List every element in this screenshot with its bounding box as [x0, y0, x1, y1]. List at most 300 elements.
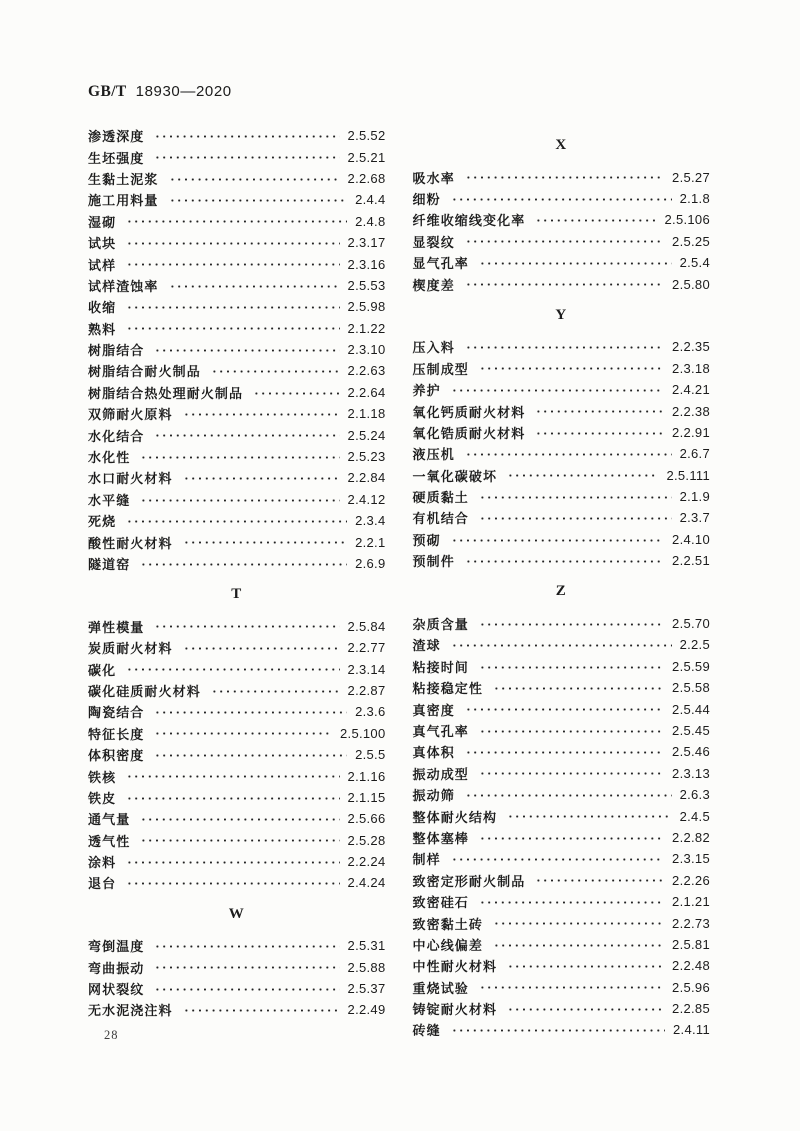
- index-entry: [413, 486, 711, 507]
- dot-leader: [182, 999, 340, 1020]
- dot-leader: [464, 741, 664, 762]
- dot-leader: [464, 231, 664, 252]
- index-ref: 2.2.84: [347, 470, 386, 486]
- standard-prefix: GB/T: [88, 83, 127, 100]
- index-ref: 2.2.49: [347, 1002, 386, 1018]
- index-ref: 2.1.21: [672, 894, 710, 910]
- dot-leader: [506, 998, 664, 1019]
- dot-leader: [478, 507, 672, 528]
- index-term: 铁皮: [88, 790, 117, 806]
- index-term: 细粉: [412, 191, 441, 207]
- index-term: 试块: [88, 236, 117, 252]
- index-entry: [413, 336, 711, 357]
- index-ref: 2.5.25: [672, 233, 710, 249]
- index-term: 水平缝: [88, 492, 131, 508]
- index-term: 碳化: [88, 662, 117, 678]
- index-entry: [413, 912, 711, 933]
- dot-leader: [464, 698, 664, 719]
- dot-leader: [153, 956, 339, 977]
- index-entry: [413, 848, 711, 869]
- index-ref: 2.2.5: [679, 637, 710, 653]
- dot-leader: [153, 935, 339, 956]
- dot-leader: [478, 891, 664, 912]
- dot-leader: [125, 787, 339, 808]
- index-term: 透气性: [88, 833, 131, 849]
- index-letter-T: T: [231, 586, 243, 603]
- index-entry: [88, 637, 386, 658]
- index-ref: 2.5.46: [672, 744, 710, 760]
- index-ref: 2.5.37: [347, 981, 386, 997]
- index-entry: [413, 379, 711, 400]
- index-ref: 2.2.48: [672, 958, 710, 974]
- dot-leader: [464, 336, 664, 357]
- index-term: 一氧化碳破坏: [412, 468, 498, 484]
- dot-leader: [464, 273, 664, 294]
- index-entry: [413, 422, 711, 443]
- index-entry: [413, 977, 711, 998]
- index-term: 液压机: [412, 447, 455, 463]
- index-term: 铸锭耐火材料: [412, 1002, 498, 1018]
- dot-leader: [139, 808, 339, 829]
- index-entry: [413, 613, 711, 634]
- index-letter-Z: Z: [555, 583, 567, 600]
- index-term: 水口耐火材料: [88, 471, 173, 487]
- index-entry: [413, 166, 711, 187]
- index-entry: [413, 998, 711, 1019]
- index-term: 湿砌: [88, 214, 117, 230]
- dot-leader: [125, 296, 339, 317]
- dot-leader: [182, 637, 340, 658]
- dot-leader: [125, 872, 339, 893]
- index-ref: 2.5.45: [672, 723, 710, 738]
- index-ref: 2.2.35: [672, 339, 710, 355]
- dot-leader: [478, 486, 672, 507]
- dot-leader: [125, 851, 339, 872]
- index-column-left: [88, 125, 386, 1041]
- index-term: 粘接稳定性: [412, 681, 484, 697]
- dot-leader: [252, 382, 339, 403]
- index-entry: [88, 253, 386, 274]
- index-entry: [88, 531, 386, 552]
- index-term: 振动成型: [412, 766, 469, 782]
- index-ref: 2.5.4: [679, 255, 710, 271]
- index-entry: [413, 741, 711, 762]
- index-entry: [413, 188, 711, 209]
- index-letter-W: W: [228, 905, 245, 922]
- index-term: 渣球: [412, 638, 441, 654]
- dot-leader: [478, 656, 664, 677]
- dot-leader: [464, 550, 664, 571]
- dot-leader: [168, 168, 340, 189]
- index-term: 铁核: [88, 769, 117, 785]
- index-entry: [413, 529, 711, 550]
- index-term: 无水泥浇注料: [88, 1003, 173, 1019]
- dot-leader: [168, 275, 340, 296]
- index-ref: 2.2.26: [672, 872, 710, 888]
- index-term: 预砌: [412, 532, 441, 548]
- index-term: 中性耐火材料: [412, 959, 498, 975]
- index-term: 楔度差: [412, 277, 455, 293]
- index-ref: 2.1.22: [347, 320, 386, 336]
- dot-leader: [153, 616, 339, 637]
- dot-leader: [168, 189, 348, 210]
- index-term: 树脂结合热处理耐火制品: [88, 385, 244, 401]
- dot-leader: [125, 658, 339, 679]
- index-entry: [413, 443, 711, 464]
- dot-leader: [478, 827, 664, 848]
- dot-leader: [450, 379, 664, 400]
- index-ref: 2.4.4: [355, 192, 386, 208]
- dot-leader: [153, 701, 347, 722]
- index-ref: 2.2.85: [672, 1001, 710, 1017]
- dot-leader: [464, 166, 664, 187]
- dot-leader: [534, 422, 664, 443]
- index-ref: 2.5.88: [347, 959, 386, 975]
- index-entry: [88, 446, 386, 467]
- index-ref: 2.4.11: [673, 1022, 710, 1038]
- index-entry: [88, 296, 386, 317]
- index-entry: [88, 701, 386, 722]
- page-number: 28: [104, 1028, 119, 1042]
- index-ref: 2.3.7: [679, 510, 710, 526]
- index-ref: 2.3.18: [672, 360, 710, 376]
- index-letter-X: X: [555, 137, 568, 153]
- index-entry: [88, 956, 386, 977]
- index-entry: [88, 787, 386, 808]
- index-ref: 2.3.17: [347, 235, 386, 251]
- index-entry: [413, 400, 711, 421]
- index-ref: 2.2.77: [347, 640, 386, 656]
- index-term: 致密定形耐火制品: [412, 873, 526, 889]
- dot-leader: [153, 339, 339, 360]
- index-entry: [413, 805, 711, 826]
- index-ref: 2.2.82: [672, 829, 710, 845]
- index-entry: [88, 510, 386, 531]
- dot-leader: [125, 232, 339, 253]
- index-term: 弹性模量: [88, 619, 145, 635]
- dot-leader: [139, 553, 347, 574]
- index-term: 致密黏土砖: [412, 916, 484, 932]
- index-ref: 2.2.73: [672, 915, 710, 931]
- dot-leader: [450, 529, 664, 550]
- index-term: 网状裂纹: [88, 982, 145, 998]
- index-entry: [88, 553, 386, 574]
- index-entry: [413, 507, 711, 528]
- index-ref: 2.4.10: [672, 531, 710, 547]
- index-entry: [413, 465, 711, 486]
- index-entry: [413, 934, 711, 955]
- index-ref: 2.3.14: [347, 661, 386, 677]
- index-entry: [88, 851, 386, 872]
- index-ref: 2.1.8: [679, 190, 710, 206]
- index-entry: [88, 318, 386, 339]
- index-ref: 2.2.51: [672, 553, 710, 569]
- index-ref: 2.5.80: [672, 276, 710, 292]
- index-ref: 2.1.18: [347, 406, 386, 422]
- index-term: 施工用料量: [88, 193, 159, 209]
- index-entry: [88, 146, 386, 167]
- index-entry: [413, 634, 711, 655]
- index-term: 养护: [412, 383, 441, 399]
- index-entry: [413, 209, 711, 230]
- index-ref: 2.5.21: [347, 149, 386, 165]
- dot-leader: [153, 978, 339, 999]
- index-entry: [413, 870, 711, 891]
- index-term: 整体耐火结构: [412, 809, 498, 825]
- index-term: 试样渣蚀率: [88, 278, 159, 294]
- index-ref: 2.5.23: [347, 449, 386, 465]
- dot-leader: [450, 634, 672, 655]
- dot-leader: [153, 125, 339, 146]
- index-term: 真体积: [412, 745, 455, 761]
- dot-leader: [153, 723, 332, 744]
- index-ref: 2.5.111: [666, 467, 710, 483]
- index-ref: 2.5.100: [340, 725, 386, 741]
- index-entry: [413, 763, 711, 784]
- index-entry: [88, 808, 386, 829]
- index-term: 生黏土泥浆: [88, 171, 159, 187]
- dot-leader: [139, 830, 339, 851]
- index-term: 隧道窑: [88, 557, 131, 572]
- index-term: 真密度: [412, 702, 455, 718]
- index-term: 纤维收缩线变化率: [412, 213, 526, 229]
- index-term: 树脂结合: [88, 343, 145, 359]
- index-entry: [88, 999, 386, 1020]
- index-entry: [413, 550, 711, 571]
- index-entry: [413, 273, 711, 294]
- dot-leader: [182, 467, 340, 488]
- dot-leader: [534, 870, 664, 891]
- dot-leader: [182, 531, 347, 552]
- index-ref: 2.5.66: [347, 811, 386, 827]
- index-entry: [413, 677, 711, 698]
- index-ref: 2.5.53: [347, 277, 386, 293]
- dot-leader: [450, 1019, 665, 1040]
- index-entry: [88, 935, 386, 956]
- index-ref: 2.3.16: [347, 256, 386, 272]
- dot-leader: [210, 680, 340, 701]
- index-entry: [88, 168, 386, 189]
- index-ref: 2.5.44: [672, 701, 710, 717]
- index-entry: [413, 358, 711, 379]
- index-term: 砖缝: [412, 1023, 441, 1039]
- index-entry: [88, 339, 386, 360]
- index-entry: [413, 955, 711, 976]
- index-term: 试样: [88, 257, 117, 273]
- index-ref: 2.5.81: [672, 936, 710, 952]
- dot-leader: [478, 763, 664, 784]
- index-entry: [88, 232, 386, 253]
- index-term: 生坯强度: [88, 150, 145, 166]
- index-ref: 2.5.96: [672, 979, 710, 995]
- index-term: 氧化锆质耐火材料: [412, 425, 526, 441]
- index-term: 吸水率: [412, 170, 455, 186]
- index-ref: 2.3.10: [347, 342, 386, 358]
- index-term: 弯倒温度: [88, 939, 145, 955]
- index-entry: [88, 616, 386, 637]
- dot-leader: [478, 358, 664, 379]
- index-ref: 2.4.5: [679, 808, 710, 824]
- index-term: 硬质黏土: [412, 490, 469, 506]
- dot-leader: [478, 252, 672, 273]
- index-term: 水化性: [88, 450, 131, 466]
- index-ref: 2.2.68: [347, 170, 386, 186]
- index-term: 振动筛: [412, 788, 455, 804]
- dot-leader: [478, 720, 664, 741]
- index-ref: 2.5.5: [355, 747, 386, 763]
- index-ref: 2.5.28: [347, 832, 386, 848]
- dot-leader: [492, 934, 664, 955]
- index-ref: 2.6.9: [355, 556, 386, 571]
- index-term: 有机结合: [412, 511, 469, 527]
- index-entry: [88, 211, 386, 232]
- index-entry: [413, 720, 711, 741]
- index-term: 体积密度: [88, 748, 145, 764]
- index-ref: 2.6.7: [679, 446, 710, 462]
- dot-leader: [139, 446, 339, 467]
- dot-leader: [450, 188, 672, 209]
- index-ref: 2.2.87: [347, 682, 386, 698]
- running-header: [88, 84, 710, 100]
- index-ref: 2.3.15: [672, 851, 710, 867]
- index-entry: [413, 784, 711, 805]
- dot-leader: [534, 209, 656, 230]
- index-entry: [413, 231, 711, 252]
- index-ref: 2.2.1: [355, 534, 386, 550]
- index-term: 致密硅石: [412, 895, 469, 911]
- dot-leader: [492, 677, 664, 698]
- index-term: 整体塞棒: [412, 830, 469, 846]
- index-ref: 2.5.84: [347, 618, 386, 634]
- dot-leader: [464, 784, 672, 805]
- dot-leader: [125, 253, 339, 274]
- index-term: 酸性耐火材料: [88, 535, 173, 551]
- index-term: 氧化钙质耐火材料: [412, 404, 526, 420]
- index-term: 通气量: [88, 812, 131, 828]
- index-term: 树脂结合耐火制品: [88, 364, 201, 380]
- index-term: 显气孔率: [412, 256, 469, 272]
- index-letter-Y: Y: [555, 306, 568, 323]
- index-entry: [88, 830, 386, 851]
- index-term: 显裂纹: [412, 234, 455, 250]
- dot-leader: [125, 318, 339, 339]
- index-ref: 2.5.24: [347, 427, 386, 443]
- dot-leader: [139, 489, 339, 510]
- dot-leader: [492, 912, 664, 933]
- dot-leader: [125, 765, 339, 786]
- index-ref: 2.4.21: [672, 382, 710, 398]
- dot-leader: [478, 977, 664, 998]
- dot-leader: [534, 400, 664, 421]
- index-ref: 2.3.13: [672, 765, 710, 781]
- index-entry: [88, 680, 386, 701]
- dot-leader: [506, 465, 658, 486]
- index-term: 炭质耐火材料: [88, 641, 173, 657]
- index-ref: 2.5.58: [672, 680, 710, 696]
- index-entry: [88, 489, 386, 510]
- index-ref: 2.2.63: [347, 363, 386, 379]
- index-entry: [413, 1019, 711, 1040]
- dot-leader: [125, 211, 347, 232]
- index-entry: [413, 827, 711, 848]
- index-term: 碳化硅质耐火材料: [88, 683, 201, 699]
- index-term: 熟料: [88, 321, 117, 337]
- index-ref: 2.5.59: [672, 658, 710, 674]
- index-term: 压入料: [412, 340, 455, 356]
- index-entry: [88, 658, 386, 679]
- index-term: 双筛耐火原料: [88, 407, 173, 423]
- index-ref: 2.3.6: [355, 704, 386, 720]
- index-columns: [88, 125, 710, 1041]
- index-term: 陶瓷结合: [88, 705, 145, 721]
- index-term: 死烧: [88, 514, 117, 530]
- index-entry: [88, 275, 386, 296]
- dot-leader: [182, 403, 340, 424]
- standard-number: 18930—2020: [135, 83, 232, 100]
- dot-leader: [153, 424, 339, 445]
- index-entry: [88, 360, 386, 381]
- index-entry: [88, 978, 386, 999]
- index-ref: 2.1.9: [679, 489, 710, 505]
- index-entry: [88, 765, 386, 786]
- index-term: 特征长度: [88, 726, 145, 742]
- index-entry: [88, 424, 386, 445]
- dot-leader: [464, 443, 672, 464]
- index-term: 重烧试验: [412, 980, 469, 996]
- index-ref: 2.4.24: [347, 875, 386, 891]
- index-term: 制样: [412, 852, 441, 868]
- index-ref: 2.6.3: [679, 787, 710, 803]
- index-term: 涂料: [88, 855, 117, 871]
- index-entry: [88, 467, 386, 488]
- dot-leader: [478, 613, 664, 634]
- index-term: 真气孔率: [412, 724, 469, 739]
- index-ref: 2.5.27: [672, 169, 710, 185]
- index-ref: 2.5.31: [347, 938, 386, 954]
- index-term: 水化结合: [88, 428, 145, 444]
- index-term: 预制件: [412, 554, 455, 570]
- index-ref: 2.2.91: [672, 424, 710, 440]
- index-entry: [88, 189, 386, 210]
- index-entry: [88, 125, 386, 146]
- index-entry: [413, 891, 711, 912]
- index-ref: 2.4.8: [355, 213, 386, 229]
- dot-leader: [210, 360, 340, 381]
- index-ref: 2.5.52: [347, 128, 386, 144]
- index-entry: [88, 403, 386, 424]
- index-column-right: [413, 125, 711, 1041]
- index-ref: 2.4.12: [347, 491, 386, 507]
- index-entry: [88, 872, 386, 893]
- index-ref: 2.5.98: [347, 299, 386, 315]
- index-term: 压制成型: [412, 361, 469, 377]
- index-entry: [413, 656, 711, 677]
- index-entry: [88, 723, 386, 744]
- index-ref: 2.2.64: [347, 384, 386, 400]
- index-entry: [88, 382, 386, 403]
- index-ref: 2.3.4: [355, 513, 386, 529]
- index-entry: [413, 698, 711, 719]
- dot-leader: [153, 744, 347, 765]
- index-term: 粘接时间: [412, 659, 469, 675]
- index-ref: 2.5.70: [672, 616, 710, 632]
- index-term: 中心线偏差: [412, 937, 484, 953]
- dot-leader: [153, 146, 339, 167]
- dot-leader: [450, 848, 664, 869]
- index-ref: 2.5.106: [664, 212, 710, 228]
- index-term: 收缩: [88, 300, 117, 316]
- index-ref: 2.1.15: [347, 789, 386, 805]
